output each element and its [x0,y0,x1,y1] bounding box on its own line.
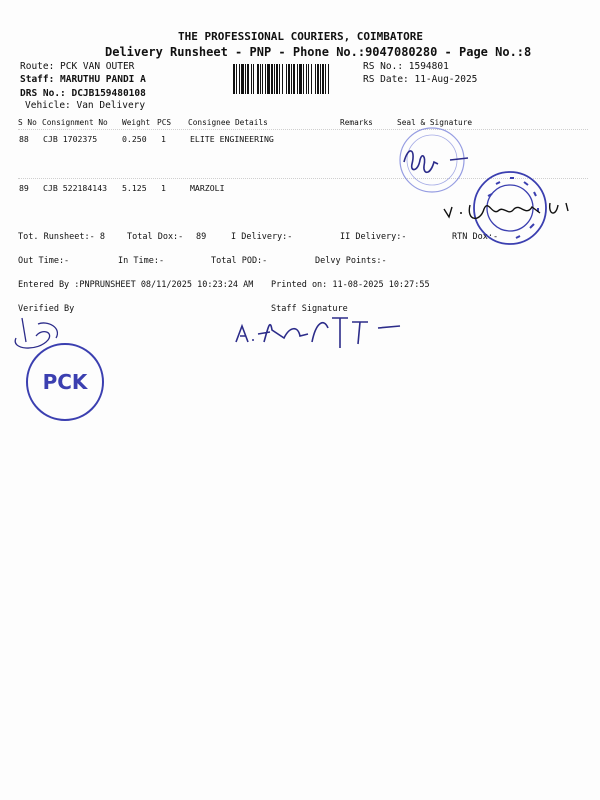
row-88-consignee: ELITE ENGINEERING [190,134,274,144]
runsheet-title: Delivery Runsheet - PNP - Phone No.:9047080280 - Page No.:8 [105,45,532,59]
route-label: Route: PCK VAN OUTER [20,61,135,72]
pck-stamp [26,343,104,421]
out-time: Out Time:- [18,256,70,266]
col-header-consignment: Consignment No [42,118,108,127]
col-header-seal-signature: Seal & Signature [397,118,473,127]
drs-number: DRS No.: DCJB159480108 [20,88,146,99]
total-pod: Total POD:- [211,256,268,266]
ii-delivery: II Delivery:- [340,232,407,242]
row-88-pcs: 1 [161,134,166,144]
consignee-signature-88 [398,142,478,182]
rs-number: RS No.: 1594801 [363,61,449,72]
header-divider [18,129,588,130]
total-dox-label: Total Dox:- [127,232,184,242]
barcode [233,64,357,94]
col-header-pcs: PCS [157,118,172,127]
row-88-sno: 88 [19,134,29,144]
row-89-weight: 5.125 [122,183,147,193]
rtn-dox: RTN Dox:- [452,232,499,242]
staff-signature [228,308,408,358]
rs-date: RS Date: 11-Aug-2025 [363,74,478,85]
delvy-points: Delvy Points:- [315,256,387,266]
col-header-sno: S No [18,118,37,127]
i-delivery: I Delivery:- [231,232,293,242]
barcode-bar [329,64,330,94]
row-88-consignment: CJB 1702375 [43,134,98,144]
staff-signature-label: Staff Signature [271,304,348,314]
row-89-pcs: 1 [161,183,166,193]
pck-stamp-text: PCK [42,370,88,394]
row-89-sno: 89 [19,183,29,193]
consignee-signature-89 [440,195,580,230]
vehicle-label: Vehicle: Van Delivery [25,100,146,111]
col-header-remarks: Remarks [340,118,373,127]
row-88-weight: 0.250 [122,134,147,144]
row-89-consignee: MARZOLI [190,183,225,193]
company-title: THE PROFESSIONAL COURIERS, COIMBATORE [178,30,424,43]
printed-on: Printed on: 11-08-2025 10:27:55 [271,280,430,290]
verified-by-label: Verified By [18,304,75,314]
staff-label: Staff: MARUTHU PANDI A [20,74,146,85]
tot-runsheet: Tot. Runsheet:- 8 [18,232,105,242]
in-time: In Time:- [118,256,165,266]
total-dox-value: 89 [196,232,207,242]
entered-by: Entered By :PNPRUNSHEET 08/11/2025 10:23:24 AM [18,280,254,290]
col-header-consignee: Consignee Details [188,118,268,127]
row-89-consignment: CJB 522184143 [43,183,108,193]
col-header-weight: Weight [122,118,151,127]
